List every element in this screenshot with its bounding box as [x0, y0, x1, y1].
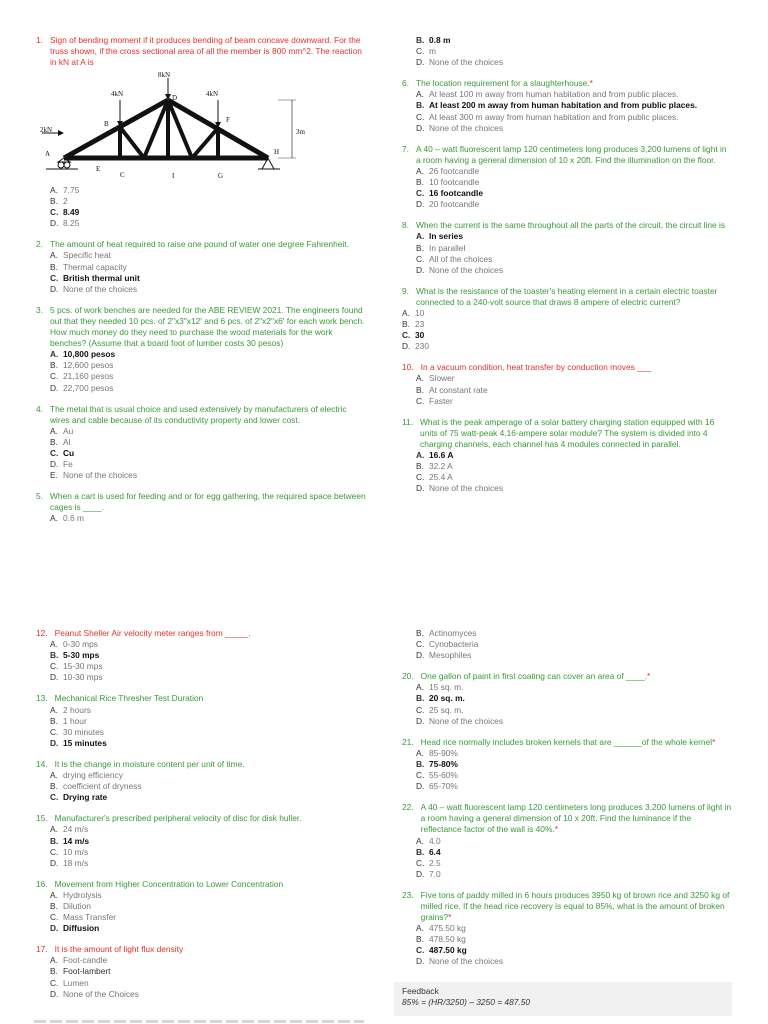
option[interactable]: C. 2.5 [416, 857, 441, 868]
option[interactable]: C. Mass Transfer [50, 912, 117, 923]
question-19-continued [402, 628, 734, 661]
height-label: 3m [296, 128, 305, 136]
option[interactable]: A. Hydrolysis [50, 889, 102, 900]
cut-off-text-line [34, 1020, 364, 1023]
node-label: A [45, 150, 51, 158]
option[interactable]: B. 12,600 pesos [50, 360, 114, 371]
option-selected[interactable]: B. 6.4 [416, 846, 441, 857]
option[interactable]: C. 25.4 A [416, 472, 453, 483]
question-21: 21. Head rice normally includes broken kernels that are ______of the whole kernel* A. 85-90% B. 75-80% C. 55-60% D. 65-70% [402, 737, 734, 792]
option[interactable]: B. 478.50 kg [416, 934, 466, 945]
question-6: 6. The location requirement for a slaughterhouse.* A. At least 100 m away from human habitation and from public places. B. At least 200 m away from human habitation and from public places. C. At least 300 m away from human habitation and from public places. D. None of the choices [402, 78, 732, 133]
option-selected[interactable]: A. 16.6 A [416, 450, 454, 460]
option[interactable]: C. m [416, 46, 436, 57]
option[interactable]: A. 7.75 [50, 185, 80, 195]
option[interactable]: A. Au [50, 425, 74, 436]
option[interactable]: B. coefficient of dryness [50, 781, 142, 792]
option[interactable]: B. 23 [402, 319, 425, 330]
option[interactable]: A. 24 m/s [50, 824, 89, 835]
option-selected[interactable]: C. 487.50 kg [416, 945, 467, 956]
load-label: 4kN [206, 90, 219, 98]
question-5: 5. When a cart is used for feeding and or for egg gathering, the required space between cages is ____. A. 0.6 m [36, 491, 366, 524]
node-label: E [96, 165, 101, 173]
option[interactable]: C. At least 300 m away from human habitation and from public places. [416, 111, 679, 122]
option[interactable]: C. 55-60% [416, 770, 458, 781]
question-15: 15. Manufacturer's prescribed peripheral velocity of disc for disk huller. A. 24 m/s B. 14 m/s C. 10 m/s D. 18 m/s [36, 813, 366, 868]
option-selected[interactable]: B. 20 sq. m. [416, 693, 465, 704]
question-1 [36, 35, 366, 68]
question-14: 14. It is the change in moisture content per unit of time. A. drying efficiency B. coefficient of dryness C. Drying rate [36, 759, 366, 803]
option[interactable]: B. 2 [50, 196, 68, 207]
question-11: 11. What is the peak amperage of a solar battery charging station equipped with 16 units of 75 watt-peak 4.16-ampere solar module? The system is divided into 4 charging channels, each channel has 4 modules connected in parallel. A. 16.6 A B. 32.2 A C. 25.4 A D. None of the choices [402, 417, 732, 495]
question-12: 12. Peanut Sheller Air velocity meter ranges from _____. A. 0-30 mps B. 5-30 mps C. 15-30 mps D. 10-30 mps [36, 628, 366, 683]
option[interactable]: A. Slower [416, 373, 455, 384]
option[interactable]: D. None of the choices [416, 57, 504, 68]
node-label: I [172, 172, 175, 180]
question-4: 4. The metal that is usual choice and used extensively by manufacturers of electric wires and cable because of its conductivity property and lower cost. A. Au B. Al C. Cu D. Fe E. None of the choices [36, 404, 366, 482]
option-selected[interactable]: A. 10,800 pesos [50, 349, 116, 360]
question-20: 20. One gallon of paint in first coating can cover an area of ____.* A. 15 sq. m. B. 20 sq. m. C. 25 sq. m. D. None of the choices [402, 671, 734, 726]
option[interactable]: B. Dilution [50, 900, 91, 911]
option[interactable]: C. 21,160 pesos [50, 371, 114, 382]
option[interactable]: D. None of the choices [416, 715, 504, 726]
option-selected[interactable]: B. 0.8 m [416, 35, 451, 45]
option[interactable]: D. 10-30 mps [50, 672, 103, 683]
question-10: 10. In a vacuum condition, heat transfer by conduction moves ___ A. Slower B. At constant rate C. Faster [402, 362, 732, 406]
option[interactable]: A. drying efficiency [50, 770, 123, 781]
question-17: 17. It is the amount of light flux density A. Foot-candle B. Foot-lambert C. Lumen D. None of the Choices [36, 944, 366, 999]
option[interactable]: D. None of the choices [50, 283, 138, 294]
option[interactable]: A. 2 hours [50, 704, 91, 715]
feedback-text: 85% = (HR/3250) – 3250 = 487.50 [402, 997, 531, 1008]
option[interactable]: B. 10 footcandle [416, 177, 480, 188]
question-5-continued [402, 35, 732, 68]
option[interactable]: A. 15 sq. m. [416, 682, 464, 693]
question-16: 16. Movement from Higher Concentration to Lower Concentration A. Hydrolysis B. Dilution C. Mass Transfer D. Diffusion [36, 879, 366, 934]
node-label: C [120, 171, 125, 179]
option[interactable]: D. 8.25 [50, 218, 80, 229]
left-column-page1-cont [36, 185, 366, 535]
option[interactable]: A. Foot-candle [50, 955, 108, 966]
option-selected[interactable]: C. 30 [402, 330, 425, 341]
option-selected[interactable]: C. Cu [50, 447, 75, 458]
feedback-label: Feedback [402, 986, 439, 996]
truss-diagram [36, 70, 305, 200]
option-selected[interactable]: A. In series [416, 231, 463, 242]
option[interactable]: C. 10 m/s [50, 846, 89, 857]
question-9: 9. What is the resistance of the toaster's heating element in a certain electric toaster connected to a 240-volt source that draws 8 ampere of electric current? A. 10 B. 23 C. 30 D. 230 [402, 286, 732, 353]
question-2: 2. The amount of heat required to raise one pound of water one degree Fahrenheit. A. Specific heat B. Thermal capacity C. British thermal unit D. None of the choices [36, 239, 366, 294]
option[interactable]: B. Actinomyces [416, 628, 477, 638]
right-column-page1 [402, 35, 732, 504]
question-23: 23. Five tons of paddy milled in 6 hours produces 3950 kg of brown rice and 3250 kg of milled rice. If the head rice recovery is equal to 85%, what is the amount of broken grains?* A. 475.50 kg B. 478.50 kg C. 487.50 kg D. None of the choices [402, 890, 734, 968]
node-label: H [274, 148, 280, 156]
question-3: 3. 5 pcs. of work benches are needed for the ABE REVIEW 2021. The engineers found out that they needed 10 pcs. of 2"x3"x12' and 6 pcs. of 2"x2"x6' for each work bench. How much money do they need to purchase the wood materials for the work benches? (Assume that a board foot of lumber costs 30 pesos) A. 10,800 pesos B. 12,600 pesos C. 21,160 pesos D. 22,700 pesos [36, 304, 365, 393]
option-selected[interactable]: C. 8.49 [50, 207, 80, 218]
question-text: Sign of bending moment if it produces bending of beam concave downward. For the truss shown, if the cross sectional area of all the member is 800 mm^2. The reaction in kN at A is [50, 35, 362, 68]
option[interactable]: D. Mesophiles [416, 650, 472, 661]
option[interactable]: A. 26 footcandle [416, 165, 480, 176]
option[interactable]: A. 4.0 [416, 835, 441, 846]
option[interactable]: C. Lumen [50, 977, 89, 988]
option[interactable]: A. 0-30 mps [50, 639, 98, 650]
option[interactable]: E. None of the choices [50, 470, 138, 481]
option[interactable]: D. 230 [402, 341, 429, 352]
option[interactable]: D. None of the Choices [50, 988, 139, 999]
option[interactable]: B. Al [50, 436, 71, 447]
option-selected[interactable]: B. At least 200 m away from human habitation and from public places. [416, 100, 698, 111]
option[interactable]: D. Fe [50, 459, 73, 470]
feedback-box [394, 982, 732, 1016]
option[interactable]: A. 10 [402, 307, 425, 318]
load-label: 2kN [40, 126, 53, 134]
option[interactable]: C. 30 minutes [50, 726, 104, 737]
option[interactable]: B. 1 hour [50, 715, 87, 726]
option[interactable]: A. Specific heat [50, 250, 111, 261]
option[interactable]: C. Faster [416, 395, 453, 406]
option[interactable]: D. None of the choices [416, 264, 504, 275]
node-label: B [104, 120, 109, 128]
option[interactable]: C. 25 sq. m. [416, 704, 464, 715]
right-column-page2 [402, 628, 734, 978]
load-label: 8kN [158, 71, 171, 79]
option[interactable]: C. All of the choices [416, 253, 493, 264]
option[interactable]: D. 18 m/s [50, 857, 89, 868]
option[interactable]: A. 475.50 kg [416, 923, 466, 934]
option[interactable]: B. Foot-lambert [50, 966, 111, 977]
question-8: 8. When the current is the same throughout all the parts of the circuit, the circuit line is A. In series B. In parallel C. All of the choices D. None of the choices [402, 220, 732, 275]
option-selected[interactable]: B. 14 m/s [50, 835, 90, 846]
option[interactable]: D. 7.0 [416, 868, 441, 879]
node-label: D [172, 94, 178, 102]
option[interactable]: D. 65-70% [416, 781, 458, 792]
option[interactable]: D. None of the choices [416, 483, 504, 494]
option-selected[interactable]: C. British thermal unit [50, 272, 140, 283]
option[interactable]: A. 85-90% [416, 747, 458, 758]
question-7: 7. A 40 – watt fluorescent lamp 120 centimeters long produces 3,200 lumens of light in a room having a general dimension of 10 x 20ft. Find the illumination on the floor. A. 26 footcandle B. 10 footcandle C. 16 footcandle D. 20 footcandle [402, 144, 732, 211]
option[interactable]: D. None of the choices [416, 122, 504, 133]
option[interactable]: D. 22,700 pesos [50, 382, 114, 393]
node-label: G [218, 172, 224, 180]
option-selected[interactable]: D. Diffusion [50, 923, 100, 934]
option[interactable]: B. Thermal capacity [50, 261, 127, 272]
option-selected[interactable]: D. 15 minutes [50, 737, 107, 748]
option-selected[interactable]: B. 5-30 mps [50, 650, 100, 661]
option[interactable]: D. None of the choices [416, 956, 504, 967]
option[interactable]: B. At constant rate [416, 384, 488, 395]
load-label: 4kN [111, 90, 124, 98]
option[interactable]: C. Cynobacteria [416, 639, 479, 650]
question-number: 1. [36, 35, 43, 45]
option-selected[interactable]: B. 75-80% [416, 758, 458, 769]
option[interactable]: A. At least 100 m away from human habitation and from public places. [416, 89, 679, 100]
option[interactable]: B. 32.2 A [416, 461, 453, 472]
option[interactable]: A. 0.6 m [50, 513, 84, 524]
option-selected[interactable]: C. Drying rate [50, 792, 108, 803]
question-13: 13. Mechanical Rice Thresher Test Duration A. 2 hours B. 1 hour C. 30 minutes D. 15 minutes [36, 693, 366, 748]
option-selected[interactable]: C. 16 footcandle [416, 188, 483, 199]
option[interactable]: D. 20 footcandle [416, 199, 480, 210]
question-1-options [36, 185, 366, 229]
node-label: F [226, 116, 230, 124]
option[interactable]: C. 15-30 mps [50, 661, 103, 672]
option[interactable]: B. In parallel [416, 242, 466, 253]
left-column-page2 [36, 628, 366, 1010]
question-22: 22. A 40 – watt fluorescent lamp 120 centimeters long produces 3,200 lumens of light in a room having a general dimension of 10 x 20ft. Find the luminance if the reflectance factor of the wall is 40%.* A. 4.0 B. 6.4 C. 2.5 D. 7.0 [402, 802, 734, 880]
